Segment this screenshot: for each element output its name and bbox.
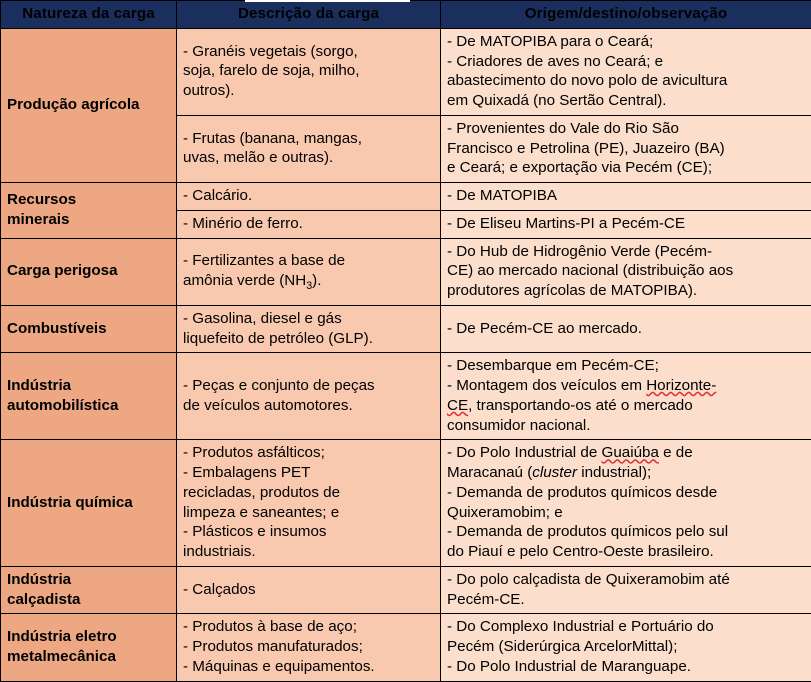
cell-origem: - De MATOPIBA <box>441 183 811 211</box>
text-line: - Do Hub de Hidrogênio Verde (Pecém- <box>447 242 805 262</box>
text-line: do Piauí e pelo Centro-Oeste brasileiro. <box>447 542 805 562</box>
text-line: - Peças e conjunto de peças <box>183 376 434 396</box>
table-row <box>1 305 811 353</box>
text-line: outros). <box>183 81 434 101</box>
text-line: em Quixadá (no Sertão Central). <box>447 91 805 111</box>
text-line: uvas, melão e outras). <box>183 148 434 168</box>
cell-natureza <box>1 353 177 440</box>
column-header-origem: Origem/destino/observação <box>441 1 811 29</box>
cell-natureza <box>1 183 177 239</box>
text-line: soja, farelo de soja, milho, <box>183 61 434 81</box>
text-line: Pecém (Siderúrgica ArcelorMittal); <box>447 637 805 657</box>
cell-descricao <box>177 238 441 305</box>
text-line: - Produtos manufaturados; <box>183 637 434 657</box>
cell-descricao <box>177 305 441 353</box>
text-line-misspelled: - Montagem dos veículos em Horizonte- <box>447 376 805 396</box>
text-line: Indústria <box>7 376 170 396</box>
table-row <box>1 614 811 681</box>
text-line: liquefeito de petróleo (GLP). <box>183 329 434 349</box>
text-line: - Produtos à base de aço; <box>183 617 434 637</box>
chem-before: amônia verde (NH <box>183 272 306 289</box>
text-line: consumidor nacional. <box>447 416 805 436</box>
text-line: - Desembarque em Pecém-CE; <box>447 356 805 376</box>
text-line-italic: Maracanaú (cluster industrial); <box>447 463 805 483</box>
text-line: - Do polo calçadista de Quixeramobim até <box>447 570 805 590</box>
text-line: - Plásticos e insumos <box>183 522 434 542</box>
cell-origem: - De Pecém-CE ao mercado. <box>441 305 811 353</box>
text-line: produtores agrícolas de MATOPIBA). <box>447 281 805 301</box>
text-line: limpeza e saneantes; e <box>183 503 434 523</box>
text-line: Recursos <box>7 190 170 210</box>
text-line: Pecém-CE. <box>447 590 805 610</box>
top-edge-artifact <box>245 0 410 2</box>
cell-descricao: - Minério de ferro. <box>177 210 441 238</box>
text-line-misspelled: - Do Polo Industrial de Guaiúba e de <box>447 443 805 463</box>
table-row <box>1 238 811 305</box>
spellcheck-word: Guaiúba <box>602 444 659 461</box>
italic-word: cluster <box>532 464 577 481</box>
text-line: - Embalagens PET <box>183 463 434 483</box>
cell-natureza: Carga perigosa <box>1 238 177 305</box>
cell-natureza: Indústria química <box>1 440 177 567</box>
text-line: e Ceará; e exportação via Pecém (CE); <box>447 158 805 178</box>
cell-origem <box>441 353 811 440</box>
spellcheck-word: CE <box>447 397 468 414</box>
text-line: industriais. <box>183 542 434 562</box>
chem-after: ). <box>312 272 321 289</box>
text-line: minerais <box>7 210 170 230</box>
table-row <box>1 183 811 211</box>
cell-descricao: - Calçados <box>177 566 441 614</box>
cell-descricao <box>177 28 441 115</box>
cell-origem <box>441 238 811 305</box>
table-header <box>1 1 811 29</box>
text-line: - Granéis vegetais (sorgo, <box>183 42 434 62</box>
text-line: CE) ao mercado nacional (distribuição aos <box>447 261 805 281</box>
text-line: - Fertilizantes a base de <box>183 251 434 271</box>
cell-origem: - De Eliseu Martins-PI a Pecém-CE <box>441 210 811 238</box>
cell-origem <box>441 440 811 567</box>
text-line: - Do Complexo Industrial e Portuário do <box>447 617 805 637</box>
cell-descricao: - Calcário. <box>177 183 441 211</box>
cell-natureza: Produção agrícola <box>1 28 177 182</box>
text-line: - Produtos asfálticos; <box>183 443 434 463</box>
text-line: de veículos automotores. <box>183 396 434 416</box>
spellcheck-word: Horizonte- <box>646 377 716 394</box>
cell-origem <box>441 28 811 115</box>
table-row <box>1 566 811 614</box>
column-header-natureza: Natureza da carga <box>1 1 177 29</box>
text-line: calçadista <box>7 590 170 610</box>
cell-origem <box>441 614 811 681</box>
cell-descricao <box>177 614 441 681</box>
cell-natureza: Combustíveis <box>1 305 177 353</box>
text-line: - Provenientes do Vale do Rio São <box>447 119 805 139</box>
text-line: - Do Polo Industrial de Maranguape. <box>447 657 805 677</box>
chem-subscript: 3 <box>306 280 312 292</box>
cell-natureza <box>1 566 177 614</box>
table-row <box>1 28 811 115</box>
text-line: - Gasolina, diesel e gás <box>183 309 434 329</box>
table-row <box>1 440 811 567</box>
text-line: - Criadores de aves no Ceará; e <box>447 52 805 72</box>
table-row <box>1 353 811 440</box>
text-line: - Demanda de produtos químicos pelo sul <box>447 522 805 542</box>
cell-origem <box>441 566 811 614</box>
cell-natureza <box>1 614 177 681</box>
text-line: - Demanda de produtos químicos desde <box>447 483 805 503</box>
table-header-row <box>1 1 811 29</box>
cell-descricao <box>177 115 441 182</box>
cell-descricao <box>177 440 441 567</box>
text-line: - De MATOPIBA para o Ceará; <box>447 32 805 52</box>
text-line: Francisco e Petrolina (PE), Juazeiro (BA) <box>447 139 805 159</box>
text-line-misspelled: CE, transportando-os até o mercado <box>447 396 805 416</box>
text-line: Quixeramobim; e <box>447 503 805 523</box>
cell-origem <box>441 115 811 182</box>
cell-descricao <box>177 353 441 440</box>
text-line: automobilística <box>7 396 170 416</box>
text-line: - Frutas (banana, mangas, <box>183 129 434 149</box>
text-line-chemical <box>183 271 434 291</box>
text-line: Indústria <box>7 570 170 590</box>
table-body <box>1 28 811 681</box>
text-line: recicladas, produtos de <box>183 483 434 503</box>
column-header-descricao: Descrição da carga <box>177 1 441 29</box>
text-line: metalmecânica <box>7 647 170 667</box>
text-line: - Máquinas e equipamentos. <box>183 657 434 677</box>
text-line: Indústria eletro <box>7 627 170 647</box>
text-line: abastecimento do novo polo de avicultura <box>447 71 805 91</box>
